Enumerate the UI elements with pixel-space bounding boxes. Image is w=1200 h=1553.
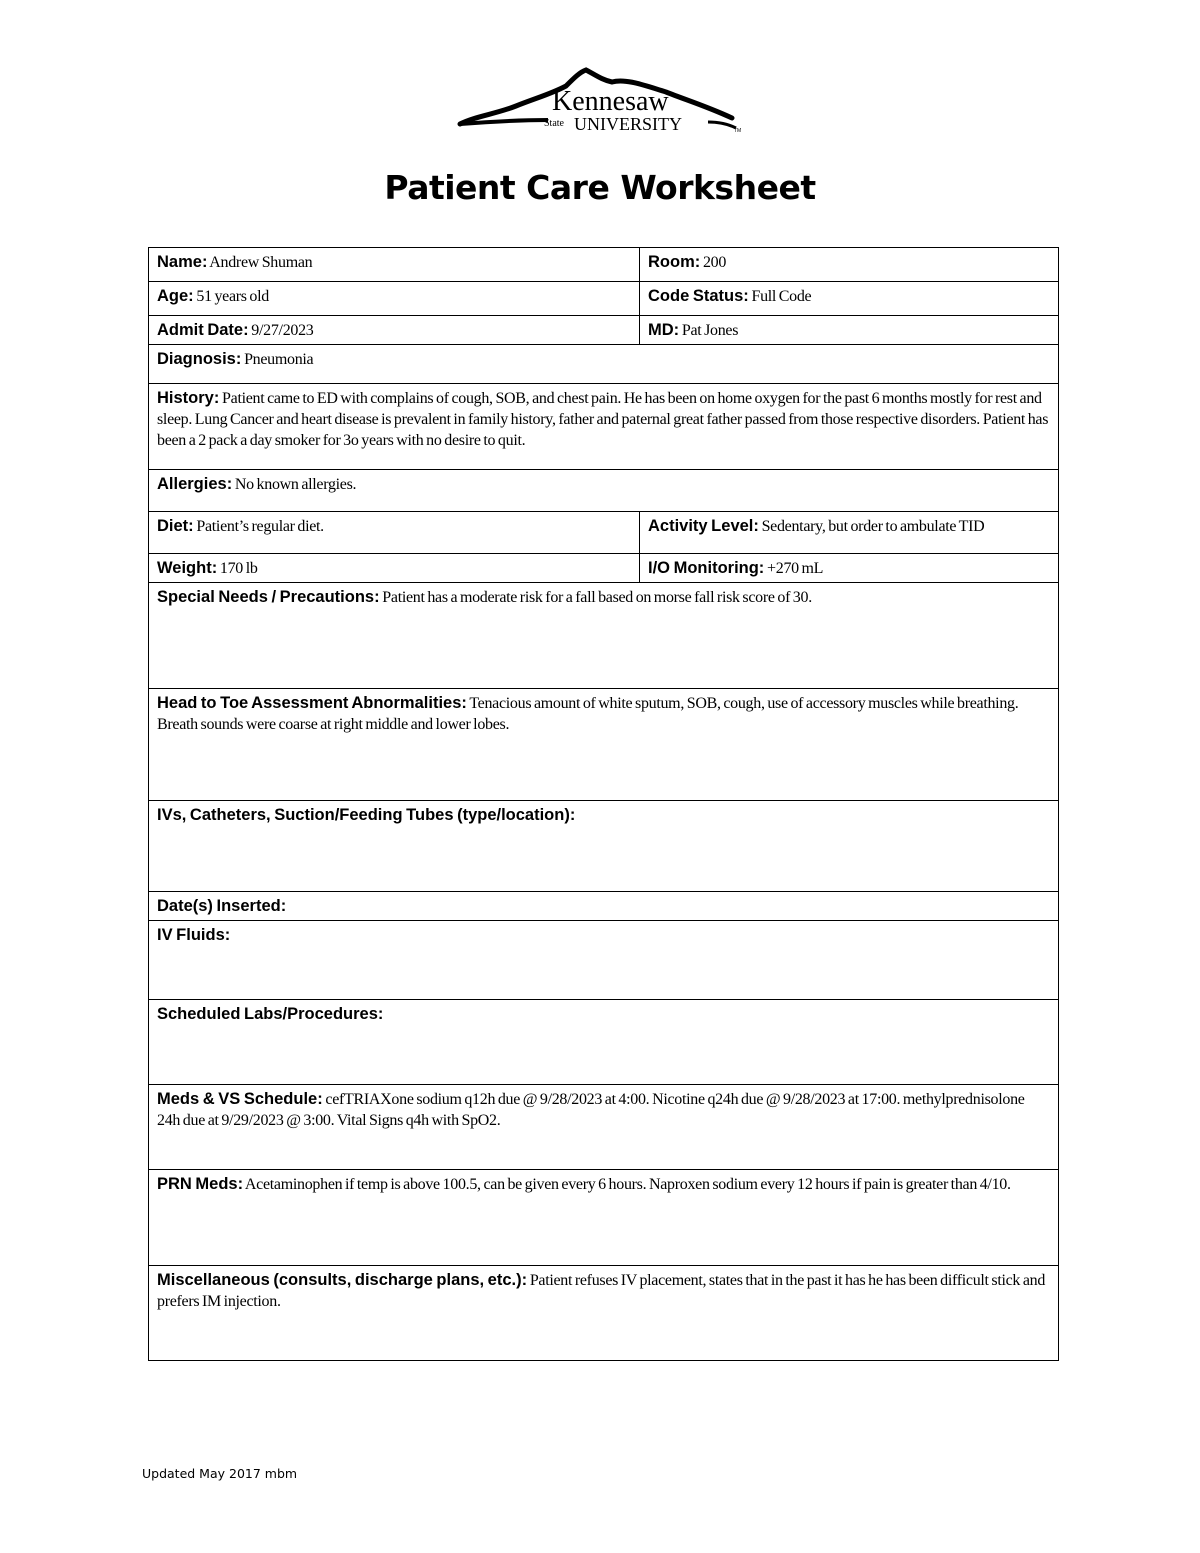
io-monitoring-value: +270 mL — [767, 560, 824, 577]
miscellaneous-value: Patient refuses IV placement, states that in the past it has he has been difficult stick and prefers IM injection. — [157, 1272, 1046, 1310]
diet-label: Diet: — [157, 517, 194, 535]
activity-level-value: Sedentary, but order to ambulate TID — [761, 518, 985, 535]
admit-date-cell — [149, 316, 640, 345]
prn-meds-cell — [149, 1170, 1059, 1266]
code-status-value: Full Code — [751, 288, 812, 305]
row-ivs-catheters — [149, 801, 1059, 892]
right-swoosh — [708, 122, 736, 128]
row-special-needs — [149, 583, 1059, 689]
footer-note: Updated May 2017 mbm — [142, 1466, 298, 1481]
allergies-label: Allergies: — [157, 475, 233, 493]
room-value: 200 — [702, 254, 727, 271]
name-value: Andrew Shuman — [209, 254, 313, 271]
code-status-label: Code Status: — [648, 287, 749, 305]
admit-date-value: 9/27/2023 — [251, 322, 314, 339]
diet-value: Patient’s regular diet. — [196, 518, 324, 535]
head-to-toe-label: Head to Toe Assessment Abnormalities: — [157, 694, 467, 712]
iv-fluids-label: IV Fluids: — [157, 926, 231, 944]
room-cell — [640, 248, 1059, 282]
admit-date-label: Admit Date: — [157, 321, 249, 339]
page-title: Patient Care Worksheet — [384, 168, 816, 207]
activity-level-label: Activity Level: — [648, 517, 759, 535]
row-iv-fluids — [149, 921, 1059, 1000]
logo-tm-text: TM — [734, 128, 742, 134]
miscellaneous-cell — [149, 1266, 1059, 1361]
diagnosis-value: Pneumonia — [244, 351, 314, 368]
row-dates-inserted — [149, 892, 1059, 921]
row-head-to-toe — [149, 689, 1059, 801]
row-diagnosis — [149, 345, 1059, 384]
row-admit-md — [149, 316, 1059, 345]
row-meds-vs — [149, 1085, 1059, 1170]
prn-meds-value: Acetaminophen if temp is above 100.5, can be given every 6 hours. Naproxen sodium every 12 hours if pain is greater than 4/10. — [244, 1176, 1011, 1193]
kennesaw-state-university-logo — [456, 66, 746, 146]
code-status-cell — [640, 282, 1059, 316]
row-allergies — [149, 470, 1059, 512]
row-diet-activity — [149, 512, 1059, 554]
md-value: Pat Jones — [681, 322, 739, 339]
head-to-toe-value: Tenacious amount of white sputum, SOB, cough, use of accessory muscles while breathing. Breath sounds were coarse at right middle and lower lobes. — [157, 695, 1019, 733]
allergies-value: No known allergies. — [234, 476, 357, 493]
history-cell — [149, 384, 1059, 470]
md-label: MD: — [648, 321, 680, 339]
weight-value: 170 lb — [219, 560, 258, 577]
special-needs-label: Special Needs / Precautions: — [157, 588, 380, 606]
history-value: Patient came to ED with complains of cough, SOB, and chest pain. He has been on home oxygen for the past 6 months mostly for rest and sleep. Lung Cancer and heart disease is prevalent in family history, father and paternal great father passed from those respective disorders. Patient has been a 2 pack a day smoker for 3o years with no desire to quit. — [157, 390, 1049, 449]
logo-university-text: UNIVERSITY — [574, 114, 682, 134]
io-monitoring-cell — [640, 554, 1059, 583]
name-label: Name: — [157, 253, 208, 271]
md-cell — [640, 316, 1059, 345]
row-weight-io — [149, 554, 1059, 583]
row-history — [149, 384, 1059, 470]
weight-cell — [149, 554, 640, 583]
special-needs-cell — [149, 583, 1059, 689]
name-cell — [149, 248, 640, 282]
row-age-code — [149, 282, 1059, 316]
scheduled-labs-label: Scheduled Labs/Procedures: — [157, 1005, 384, 1023]
meds-vs-value: cefTRIAXone sodium q12h due @ 9/28/2023 at 4:00. Nicotine q24h due @ 9/28/2023 at 17:00. methylprednisolone 24h due at 9/29/2023 @ 3:00. Vital Signs q4h with SpO2. — [157, 1091, 1025, 1129]
history-label: History: — [157, 389, 220, 407]
logo-state-text: State — [544, 118, 564, 129]
miscellaneous-label: Miscellaneous (consults, discharge plans, etc.): — [157, 1271, 528, 1289]
diagnosis-cell — [149, 345, 1059, 384]
age-label: Age: — [157, 287, 194, 305]
row-name-room — [149, 248, 1059, 282]
io-monitoring-label: I/O Monitoring: — [648, 559, 765, 577]
ivs-catheters-cell — [149, 801, 1059, 892]
meds-vs-label: Meds & VS Schedule: — [157, 1090, 323, 1108]
activity-level-cell — [640, 512, 1059, 554]
logo-kennesaw-text: Kennesaw — [552, 86, 669, 117]
row-prn-meds — [149, 1170, 1059, 1266]
age-value: 51 years old — [196, 288, 269, 305]
dates-inserted-cell — [149, 892, 1059, 921]
dates-inserted-label: Date(s) Inserted: — [157, 897, 287, 915]
room-label: Room: — [648, 253, 701, 271]
special-needs-value: Patient has a moderate risk for a fall based on morse fall risk score of 30. — [382, 589, 812, 606]
weight-label: Weight: — [157, 559, 218, 577]
diagnosis-label: Diagnosis: — [157, 350, 242, 368]
diet-cell — [149, 512, 640, 554]
worksheet-table — [148, 247, 1059, 1361]
scheduled-labs-cell — [149, 1000, 1059, 1085]
row-miscellaneous — [149, 1266, 1059, 1361]
row-scheduled-labs — [149, 1000, 1059, 1085]
allergies-cell — [149, 470, 1059, 512]
meds-vs-cell — [149, 1085, 1059, 1170]
head-to-toe-cell — [149, 689, 1059, 801]
ivs-catheters-label: IVs, Catheters, Suction/Feeding Tubes (type/location): — [157, 806, 576, 824]
iv-fluids-cell — [149, 921, 1059, 1000]
prn-meds-label: PRN Meds: — [157, 1175, 244, 1193]
age-cell — [149, 282, 640, 316]
